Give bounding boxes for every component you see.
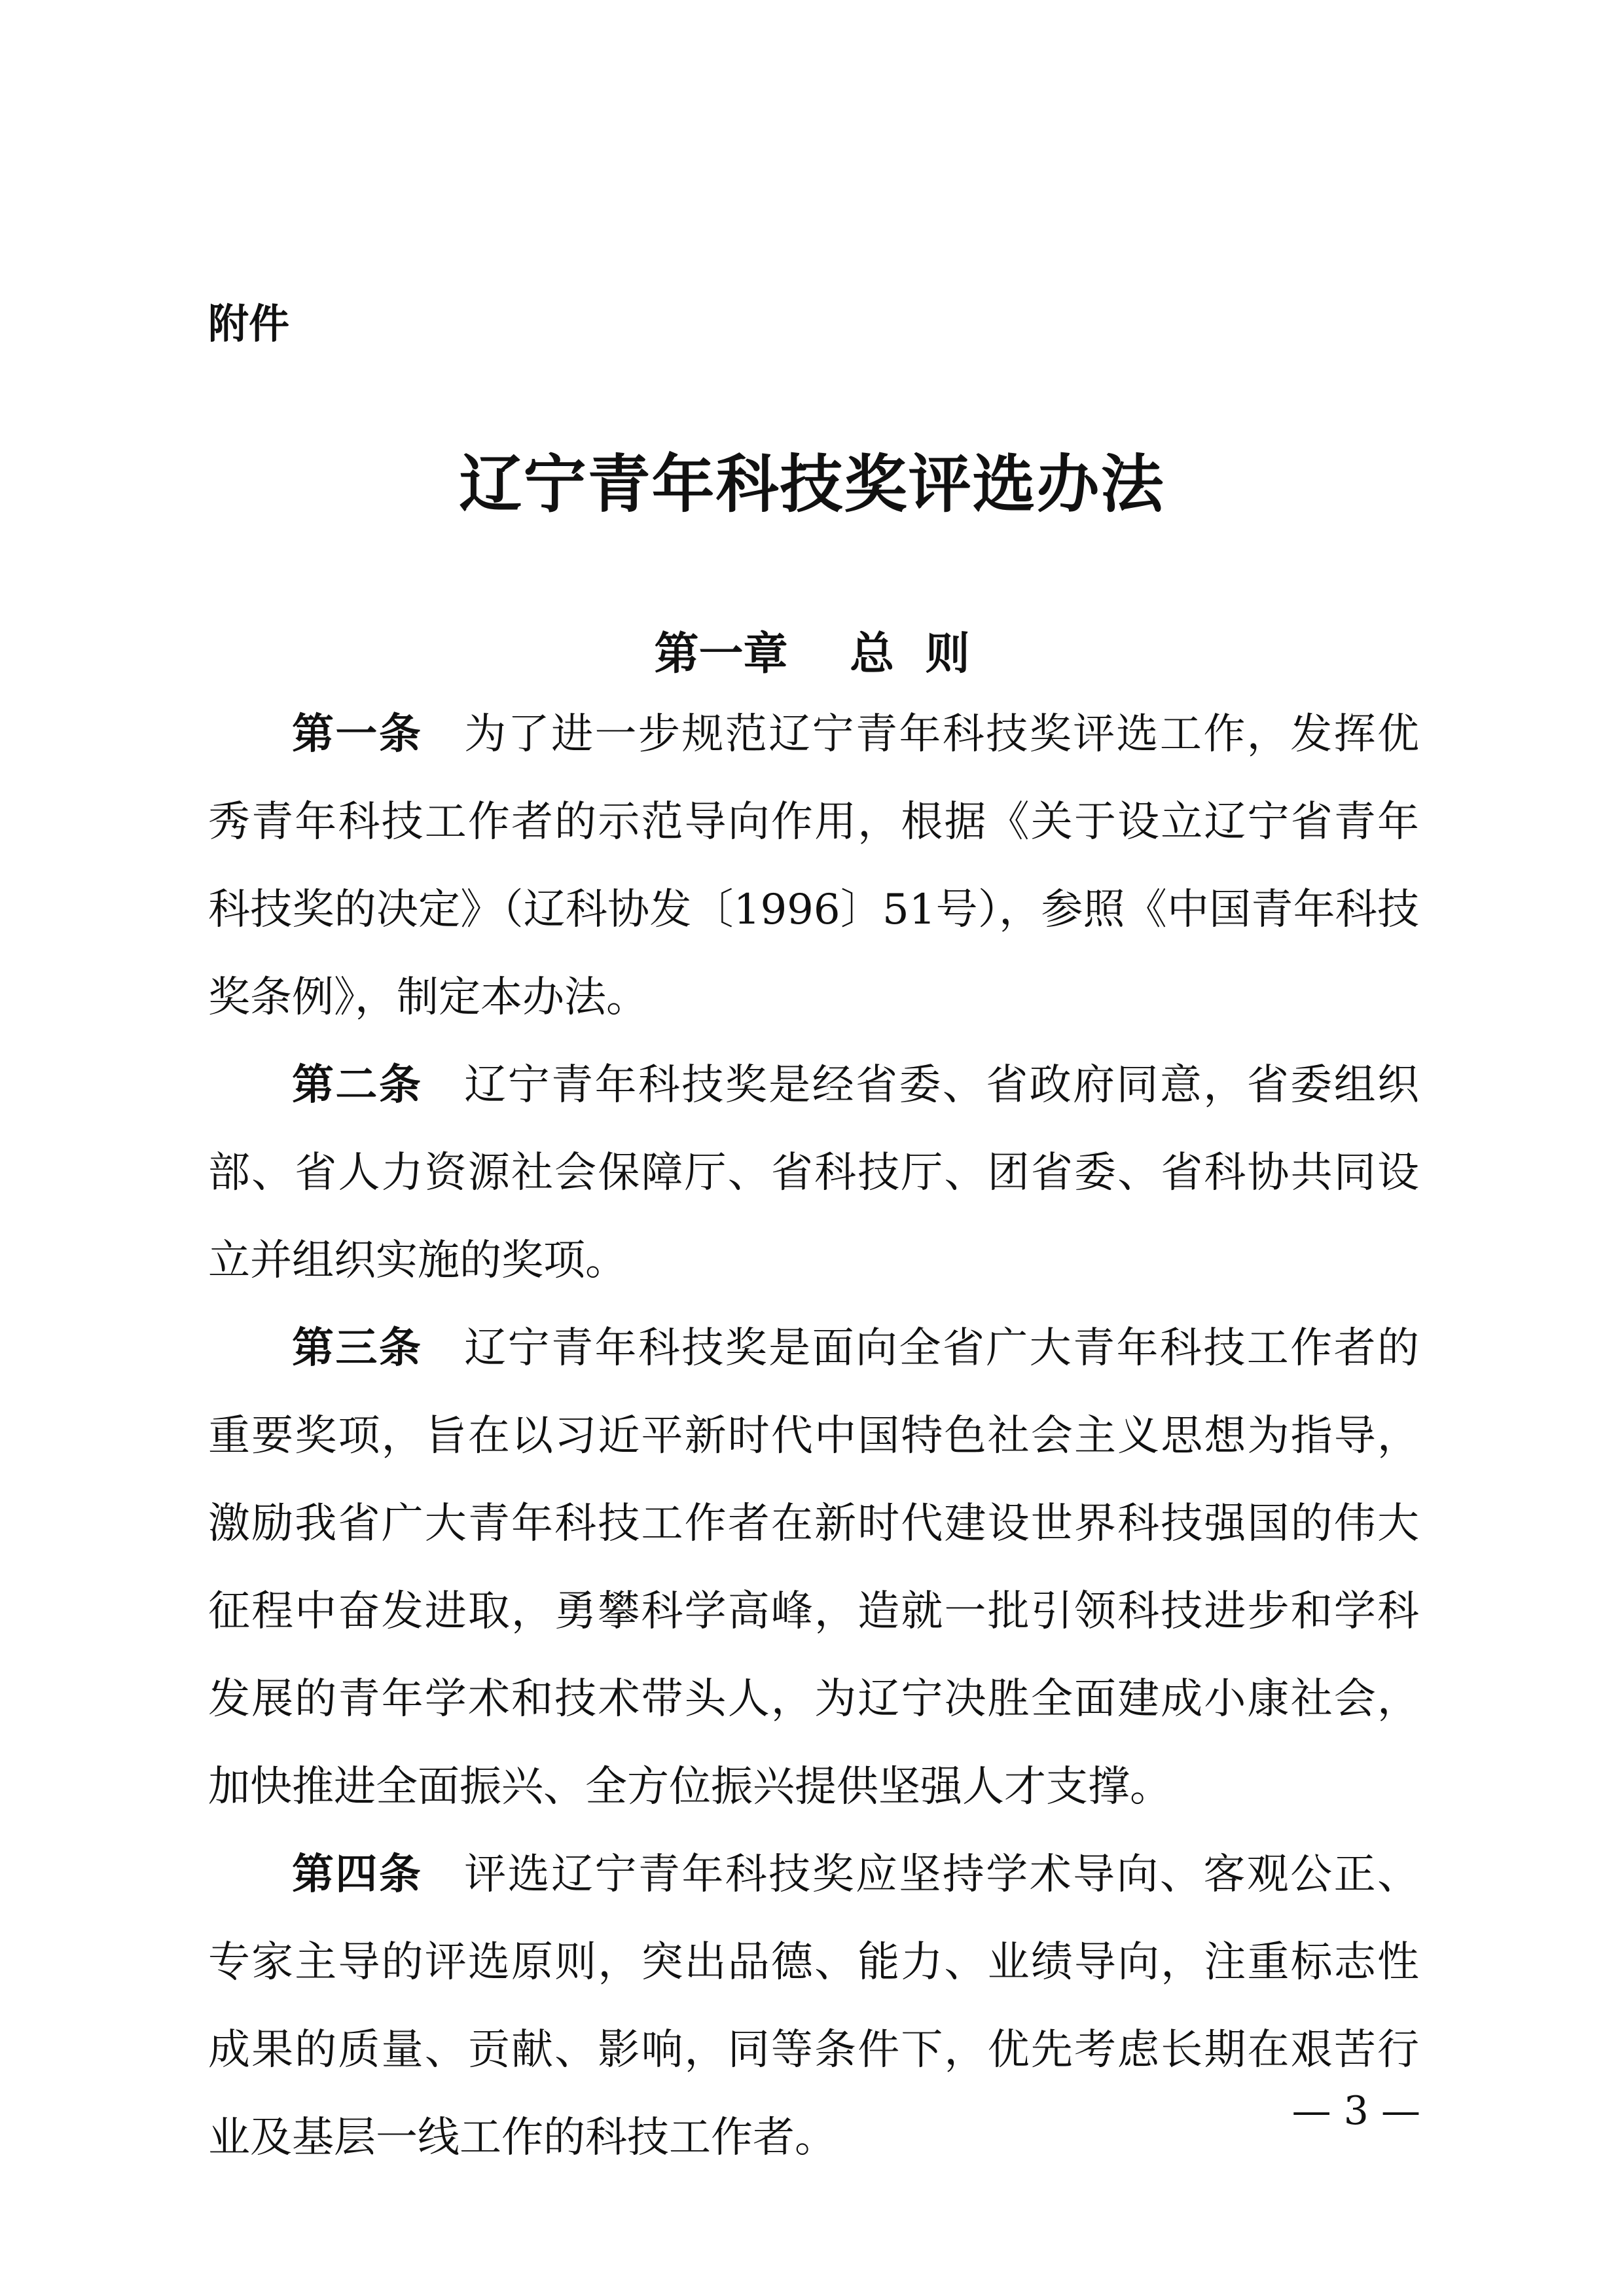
chapter-heading: 第一章 总 则 <box>654 628 970 680</box>
article-text: 辽宁青年科技奖是经省委、省政府同意，省委组织部、省人力资源社会保障厅、省科技厅、团省委、省科协共同设立并组织实施的奖项。 <box>208 1061 1419 1285</box>
attachment-label: 附件 <box>208 300 290 348</box>
article-text: 评选辽宁青年科技奖应坚持学术导向、客观公正、专家主导的评选原则，突出品德、能力、业绩导向，注重标志性成果的质量、贡献、影响，同等条件下，优先考虑长期在艰苦行业及基层一线工作的科技工作者。 <box>208 1850 1419 2162</box>
article-1 <box>208 691 1419 1041</box>
article-heading: 第一条 <box>292 710 423 759</box>
page-number: — 3 — <box>1291 2088 1420 2134</box>
article-heading: 第二条 <box>292 1061 423 1109</box>
article-heading: 第三条 <box>292 1324 423 1373</box>
article-2 <box>208 1041 1419 1305</box>
document-body <box>208 691 1419 2182</box>
document-title: 辽宁青年科技奖评选办法 <box>459 447 1165 521</box>
article-3 <box>208 1305 1419 1831</box>
article-text: 为了进一步规范辽宁青年科技奖评选工作，发挥优秀青年科技工作者的示范导向作用，根据《关于设立辽宁省青年科技奖的决定》（辽科协发〔1996〕51号），参照《中国青年科技奖条例》，制定本办法。 <box>208 710 1419 1022</box>
article-text: 辽宁青年科技奖是面向全省广大青年科技工作者的重要奖项，旨在以习近平新时代中国特色社会主义思想为指导，激励我省广大青年科技工作者在新时代建设世界科技强国的伟大征程中奋发进取，勇攀科学高峰，造就一批引领科技进步和学科发展的青年学术和技术带头人，为辽宁决胜全面建成小康社会，加快推进全面振兴、全方位振兴提供坚强人才支撑。 <box>208 1324 1419 1811</box>
article-heading: 第四条 <box>292 1850 423 1899</box>
